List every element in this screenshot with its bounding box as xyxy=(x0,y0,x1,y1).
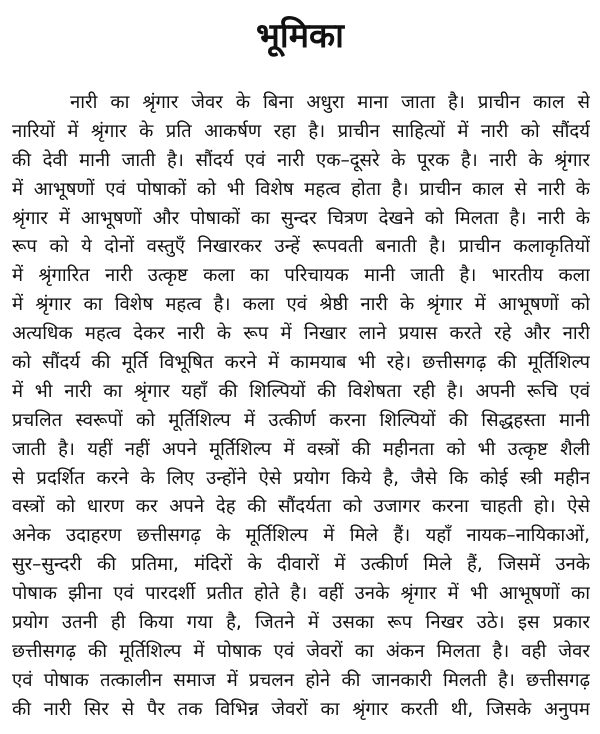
text-line: की देवी मानी जाती है। सौंदर्य एवं नारी एक–दूसरे के पूरक है। नारी के श्रृंगार xyxy=(12,149,590,171)
text-line: नारियों में श्रृंगार के प्रति आकर्षण रहा है। प्राचीन साहित्यों में नारी को सौंदर्य xyxy=(12,120,590,142)
text-line: में श्रृंगारित नारी उत्कृष्ट कला का परिचायक मानी जाती है। भारतीय कला xyxy=(12,265,590,287)
text-line: सुर–सुन्दरी की प्रतिमा, मंदिरों के दीवारों में उत्कीर्ण मिले हैं, जिसमें उनके xyxy=(12,554,590,576)
text-line: एवं पोषाक तत्कालीन समाज में प्रचलन होने की जानकारी मिलती है। छत्तीसगढ़ xyxy=(12,669,590,691)
text-line: नारी का श्रृंगार जेवर के बिना अधुरा माना जाता है। प्राचीन काल से xyxy=(70,92,590,113)
text-line: श्रृंगार में आभूषणों और पोषाकों का सुन्दर चित्रण देखने को मिलता है। नारी के xyxy=(12,207,590,229)
text-line: अनेक उदाहरण छत्तीसगढ़ के मूर्तिशिल्प में मिले हैं। यहाँ नायक–नायिकाओं, xyxy=(12,525,590,547)
text-line: प्रयोग उतनी ही किया गया है, जितने में उसका रूप निखर उठे। इस प्रकार xyxy=(12,612,590,634)
text-line: प्रचलित स्वरूपों को मूर्तिशिल्प में उत्कीर्ण करना शिल्पियों की सिद्धहस्ता मानी xyxy=(12,409,590,431)
text-line: में भी नारी का श्रृंगार यहाँ की शिल्पियों की विशेषता रही है। अपनी रूचि एवं xyxy=(12,380,590,402)
text-line: छत्तीसगढ़ की मूर्तिशिल्प में पोषाक एवं जेवरों का अंकन मिलता है। वही जेवर xyxy=(12,640,590,662)
text-line: पोषाक झीना एवं पारदर्शी प्रतीत होते है। वहीं उनके श्रृंगार में भी आभूषणों का xyxy=(12,583,590,605)
text-line: अत्यधिक महत्व देकर नारी के रूप में निखार लाने प्रयास करते रहे और नारी xyxy=(12,323,590,345)
text-line: को सौंदर्य की मूर्ति विभूषित करने में कामयाब भी रहे। छत्तीसगढ़ की मूर्तिशिल्प xyxy=(12,352,590,374)
text-line: की नारी सिर से पैर तक विभिन्न जेवरों का श्रृंगार करती थी, जिसके अनुपम xyxy=(12,698,590,720)
text-line: वस्त्रों को धारण कर अपने देह की सौंदर्यता को उजागर करना चाहती हो। ऐसे xyxy=(12,496,590,518)
text-line: में आभूषणों एवं पोषाकों को भी विशेष महत्व होता है। प्राचीन काल से नारी के xyxy=(12,178,590,200)
text-line: से प्रदर्शित करने के लिए उन्होंने ऐसे प्रयोग किये है, जैसे कि कोई स्त्री महीन xyxy=(12,467,590,489)
page-title: भूमिका xyxy=(256,16,344,56)
text-line: में श्रृंगार का विशेष महत्व है। कला एवं श्रेष्ठी नारी के श्रृंगार में आभूषणों को xyxy=(12,294,590,316)
text-line: रूप को ये दोनों वस्तुएँ निखारकर उन्हें रूपवती बनाती है। प्राचीन कलाकृतियों xyxy=(12,236,590,258)
text-line: जाती है। यहीं नहीं अपने मूर्तिशिल्प में वस्त्रों की महीनता को भी उत्कृष्ट शैली xyxy=(12,438,590,460)
body-paragraph xyxy=(12,89,590,725)
